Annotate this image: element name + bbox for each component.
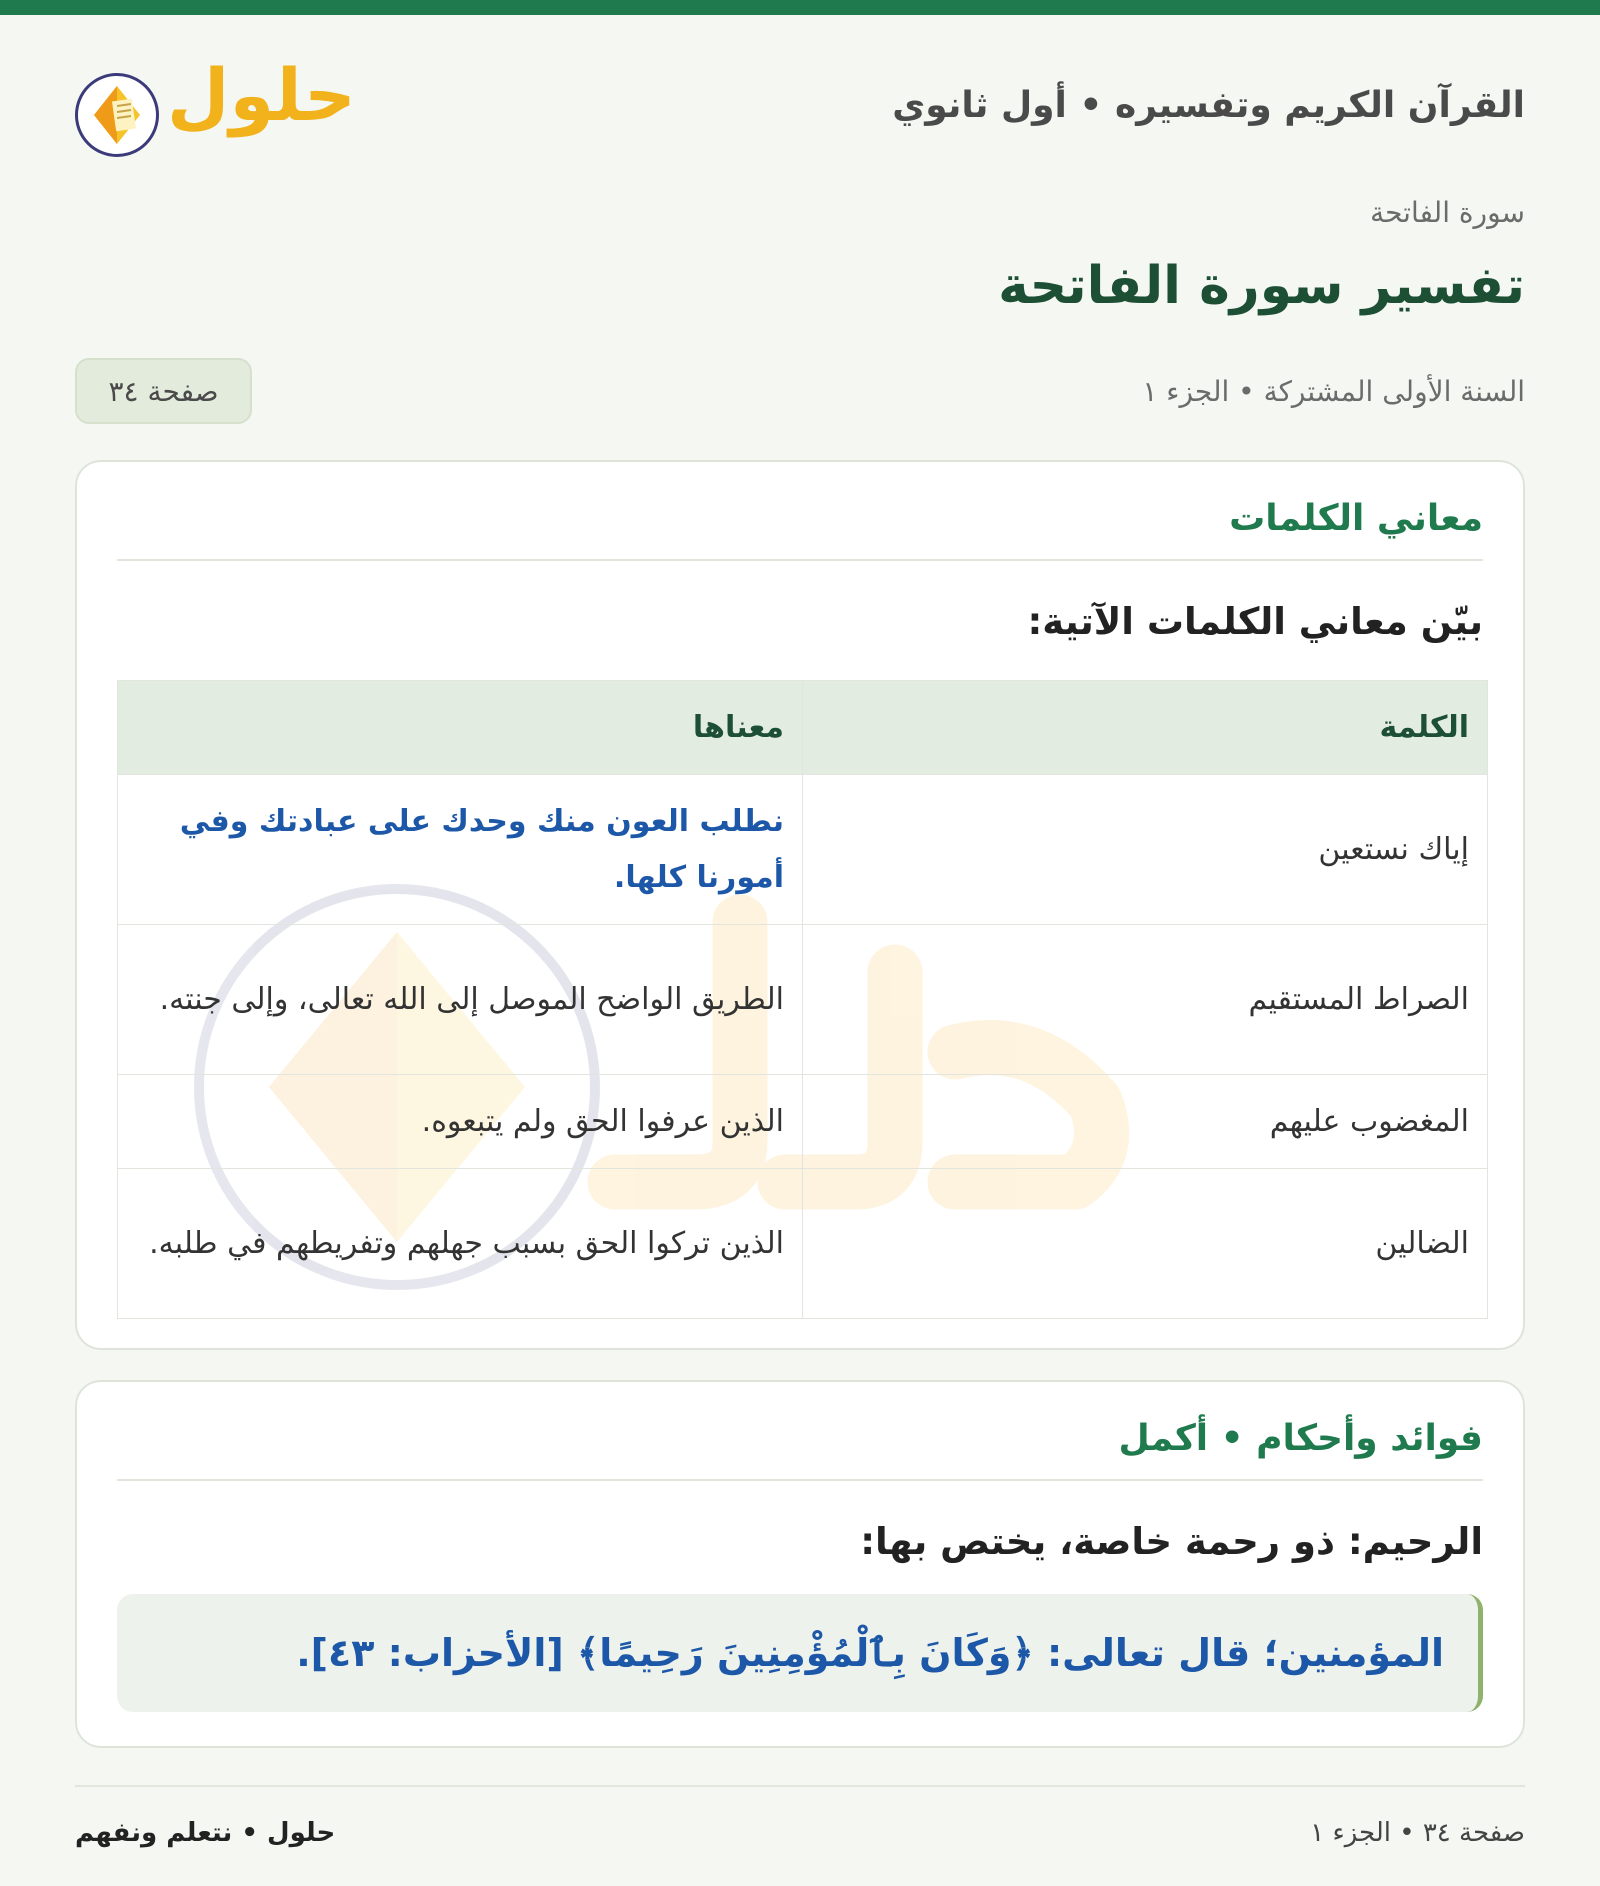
word-cell: المغضوب عليهم	[803, 1075, 1488, 1169]
footer-page-info: صفحة ٣٤ • الجزء ١	[1310, 1818, 1525, 1848]
section-divider	[117, 1479, 1483, 1481]
word-meanings-table	[117, 680, 1488, 1319]
page-header	[75, 55, 1525, 165]
meanings-section-title: معاني الكلمات	[1229, 498, 1483, 539]
page-title: تفسير سورة الفاتحة	[998, 256, 1525, 316]
benefits-section-title: فوائد وأحكام • أكمل	[1118, 1418, 1483, 1459]
word-cell: إياك نستعين	[803, 775, 1488, 925]
column-header-word: الكلمة	[803, 681, 1488, 775]
word-meanings-card	[75, 460, 1525, 1350]
page-number-badge: صفحة ٣٤	[75, 358, 252, 424]
subject-title: القرآن الكريم وتفسيره • أول ثانوي	[892, 85, 1525, 126]
logo-wordmark: حلول	[167, 53, 356, 137]
book-logo-icon	[75, 73, 159, 157]
footer-brand: حلول • نتعلم ونفهم	[75, 1818, 336, 1848]
meaning-cell: الذين تركوا الحق بسبب جهلهم وتفريطهم في طلبه.	[118, 1169, 803, 1319]
meanings-question: بيّن معاني الكلمات الآتية:	[1027, 600, 1483, 643]
site-logo[interactable]	[75, 53, 356, 165]
table-header-row	[118, 681, 1488, 775]
benefits-card	[75, 1380, 1525, 1748]
top-accent-bar	[0, 0, 1600, 15]
word-cell: الصراط المستقيم	[803, 925, 1488, 1075]
meaning-cell-answer: نطلب العون منك وحدك على عبادتك وفي أمورنا كلها.	[118, 775, 803, 925]
word-cell: الضالين	[803, 1169, 1488, 1319]
table-row	[118, 775, 1488, 925]
meaning-cell: الذين عرفوا الحق ولم يتبعوه.	[118, 1075, 803, 1169]
section-divider	[117, 559, 1483, 561]
lesson-meta: السنة الأولى المشتركة • الجزء ١	[1142, 375, 1525, 408]
column-header-meaning: معناها	[118, 681, 803, 775]
table-row	[118, 925, 1488, 1075]
footer-divider	[75, 1785, 1525, 1787]
table-row	[118, 1075, 1488, 1169]
benefits-statement: الرحيم: ذو رحمة خاصة، يختص بها:	[860, 1520, 1483, 1563]
answer-text: المؤمنين؛ قال تعالى: ﴿وَكَانَ بِٱلْمُؤْمِنِينَ رَحِيمًا﴾ [الأحزاب: ٤٣].	[296, 1631, 1444, 1675]
table-row	[118, 1169, 1488, 1319]
meaning-cell: الطريق الواضح الموصل إلى الله تعالى، وإلى جنته.	[118, 925, 803, 1075]
answer-box	[117, 1594, 1483, 1712]
surah-name: سورة الفاتحة	[1370, 196, 1525, 229]
